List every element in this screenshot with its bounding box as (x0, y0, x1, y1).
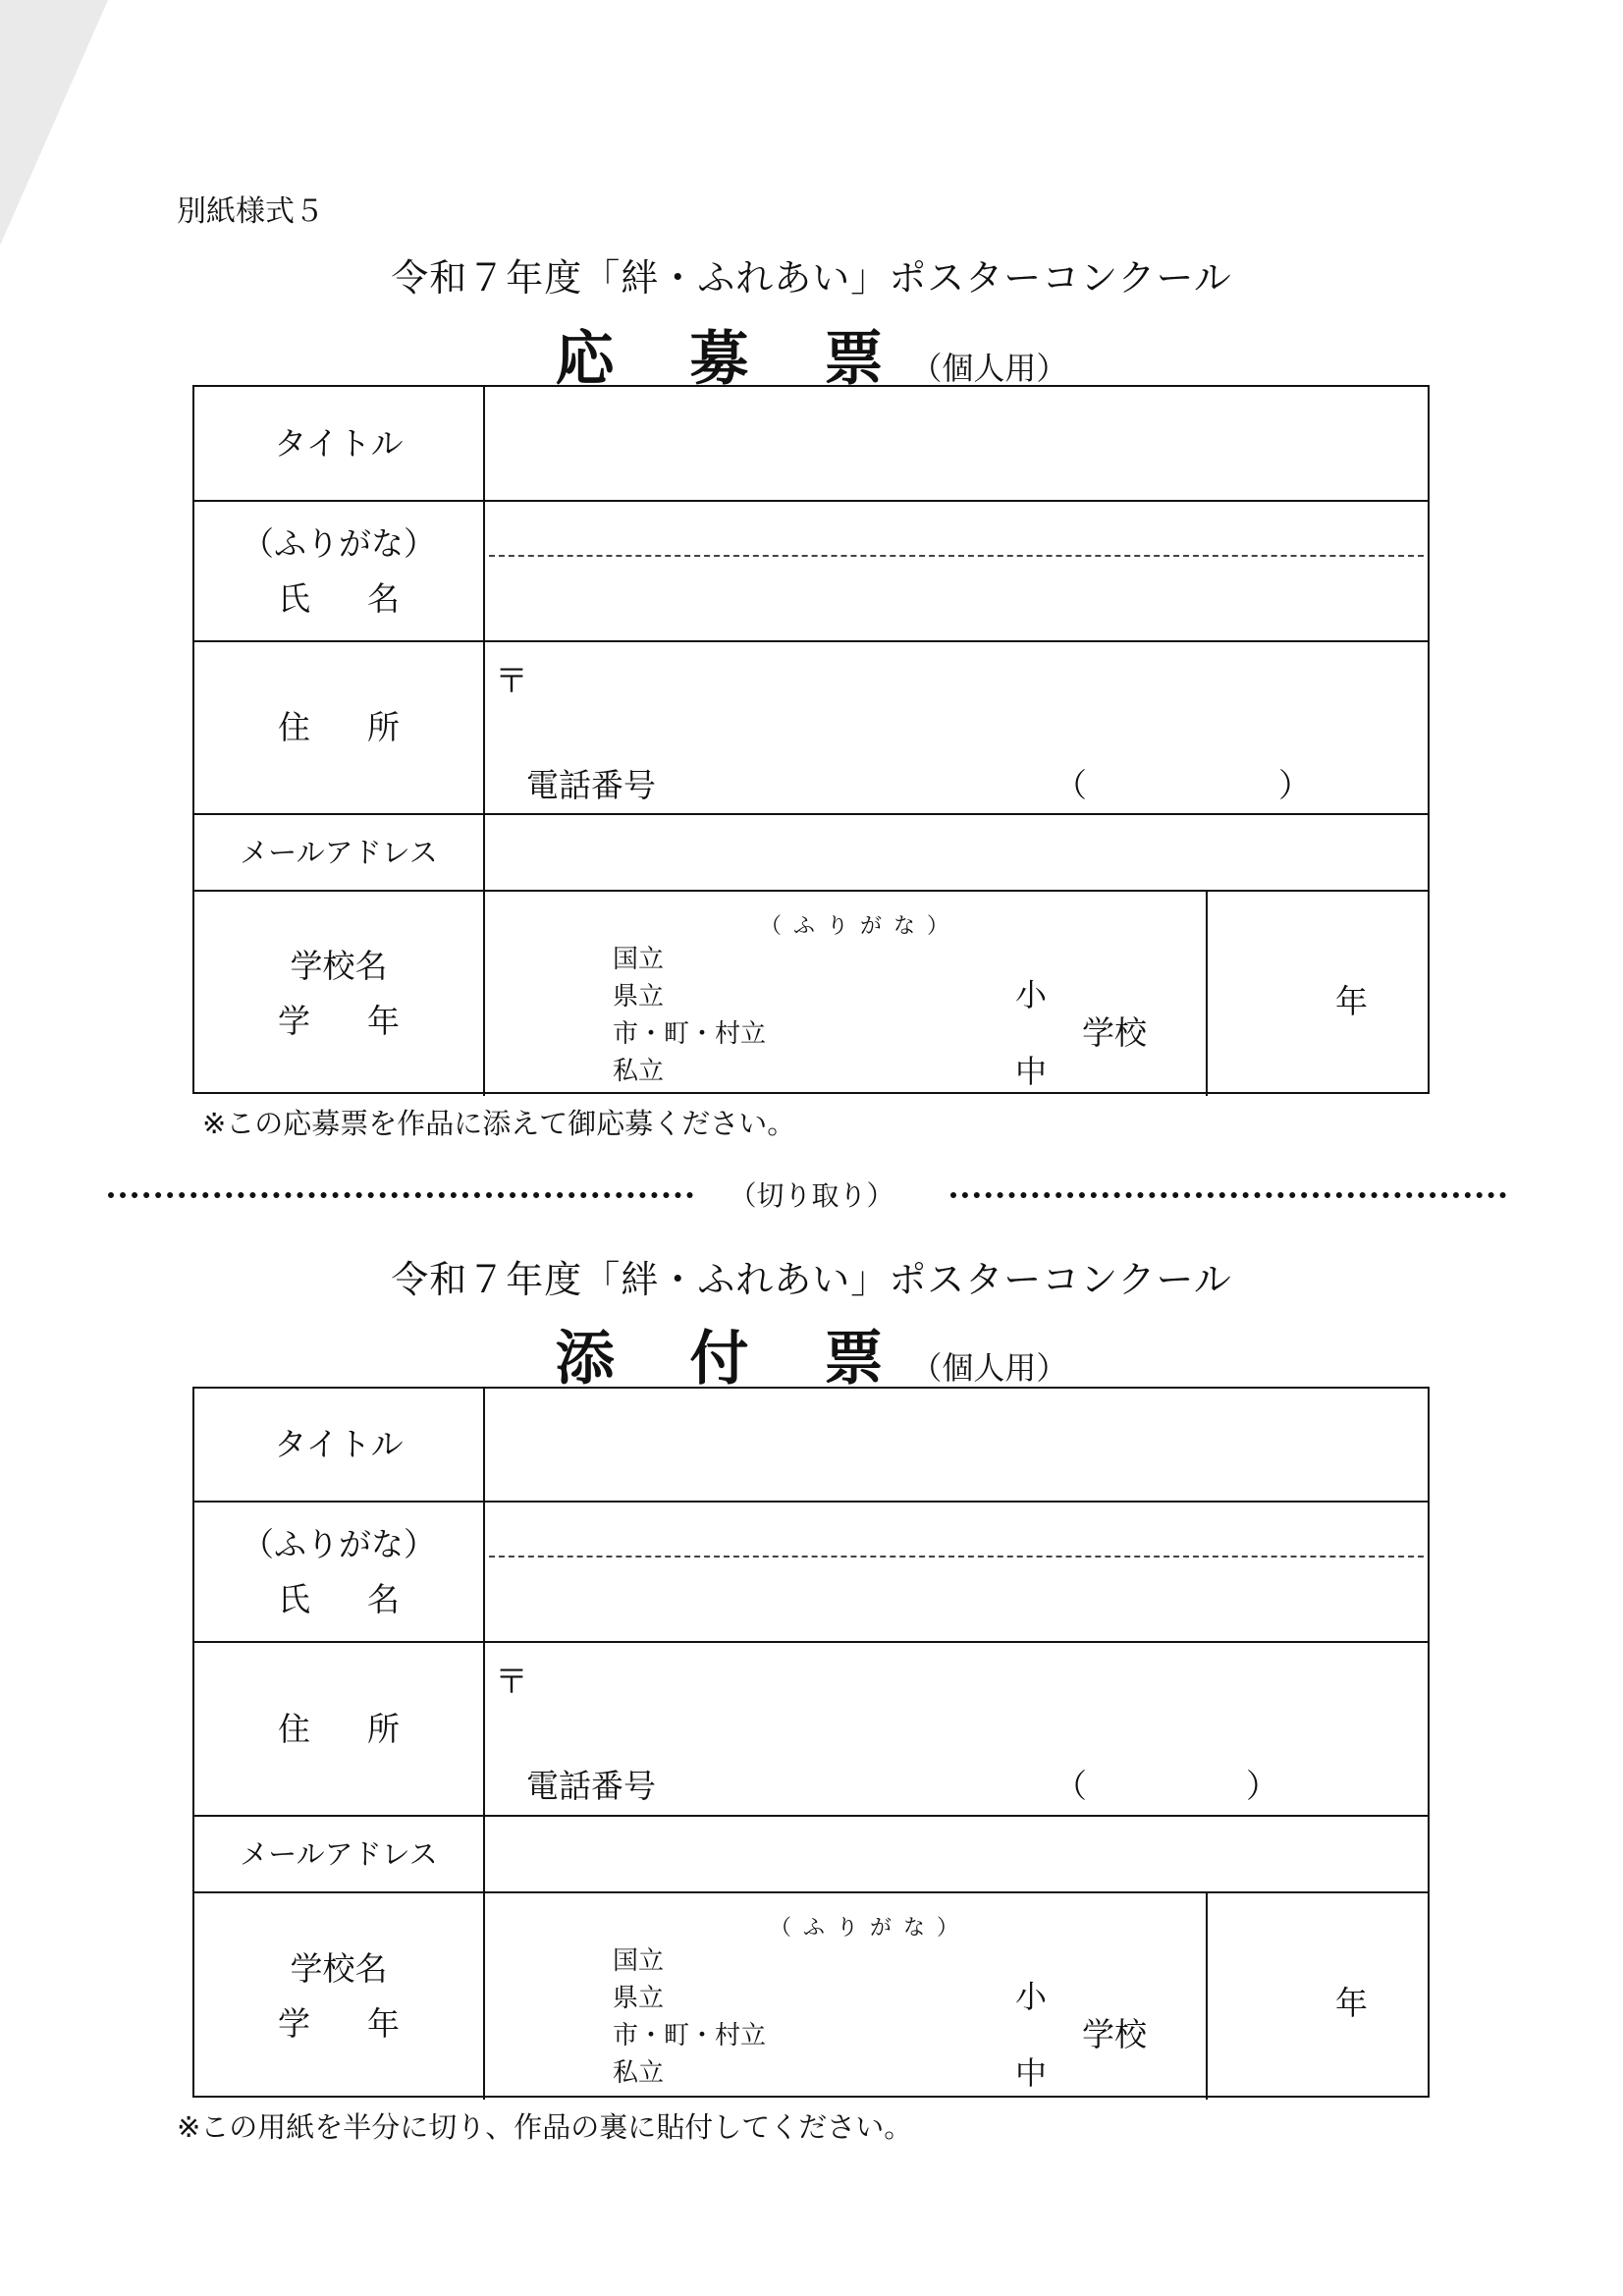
label-grade-char1: 学 (278, 1002, 310, 1040)
grade-field[interactable] (1206, 892, 1428, 1096)
grade-unit: 年 (1335, 982, 1368, 1020)
label-school (194, 892, 485, 1096)
label-school-2 (194, 1893, 485, 2100)
furigana-divider-2 (489, 1556, 1424, 1558)
school-field-2[interactable] (485, 1893, 1206, 2100)
label-email-2: メールアドレス (194, 1817, 485, 1891)
name-field[interactable] (485, 502, 1428, 640)
phone-paren-close: ） (1278, 766, 1311, 804)
address-field[interactable] (485, 642, 1428, 813)
label-name-char1: 氏 (278, 578, 310, 618)
attachment-note: ※この用紙を半分に切り、作品の裏に貼付してください。 (177, 2110, 913, 2144)
label-name (194, 502, 485, 640)
label-title-2: タイトル (194, 1389, 485, 1501)
form-title-2 (0, 1312, 1623, 1396)
phone-label: 電話番号 (526, 766, 656, 804)
school-type-list-2 (613, 1942, 766, 2092)
name-field-2[interactable] (485, 1503, 1428, 1641)
form-title-main-2: 添 付 票 (555, 1325, 911, 1394)
label-title: タイトル (194, 387, 485, 500)
label-grade-char2: 年 (367, 1002, 400, 1040)
school-type-municipal-2: 市・町・村立 (613, 2021, 767, 2050)
label-grade-char1-2: 学 (278, 2004, 310, 2043)
grade-field-2[interactable] (1206, 1893, 1428, 2100)
postal-mark: 〒 (495, 662, 528, 701)
grade-unit-2: 年 (1335, 1984, 1368, 2022)
school-word-2: 学校 (1082, 2015, 1147, 2053)
contest-title-2: 令和７年度「絆・ふれあい」ポスターコンクール (391, 1258, 1232, 1301)
school-type-list (613, 941, 766, 1090)
phone-paren-close-2: ） (1246, 1767, 1278, 1805)
row-name (194, 502, 1428, 642)
cut-line-right (950, 1192, 1506, 1198)
level-junior-high: 中 (1015, 1053, 1048, 1090)
level-junior-high-2: 中 (1015, 2054, 1048, 2092)
form-title-sub: （個人用） (910, 350, 1068, 387)
row-email (194, 815, 1428, 892)
phone-paren-open-2: （ (1055, 1767, 1087, 1805)
email-field[interactable] (485, 815, 1428, 890)
school-type-private-2: 私立 (613, 2058, 665, 2088)
school-word: 学校 (1082, 1013, 1147, 1052)
contest-title: 令和７年度「絆・ふれあい」ポスターコンクール (391, 256, 1232, 300)
label-school-name: 学校名 (290, 947, 388, 985)
school-furigana-2: （ふりがな） (770, 1916, 971, 1941)
postal-mark-2: 〒 (495, 1663, 528, 1702)
label-furigana: （ふりがな） (242, 523, 436, 563)
row-name-2 (194, 1503, 1428, 1643)
row-title (194, 387, 1428, 502)
level-elementary-2: 小 (1015, 1978, 1048, 2015)
title-field-2[interactable] (485, 1389, 1428, 1501)
row-title-2 (194, 1389, 1428, 1503)
label-name-char2: 名 (367, 578, 400, 618)
label-grade-char2-2: 年 (367, 2004, 400, 2043)
label-address-char2: 所 (367, 708, 400, 746)
email-field-2[interactable] (485, 1817, 1428, 1891)
row-address-2 (194, 1643, 1428, 1817)
label-address-char2-2: 所 (367, 1709, 400, 1748)
label-name-char2-2: 名 (367, 1579, 400, 1618)
phone-paren-open: （ (1055, 766, 1087, 804)
school-type-municipal: 市・町・村立 (613, 1019, 767, 1049)
page-corner-shadow (0, 0, 108, 246)
title-field[interactable] (485, 387, 1428, 500)
form-title-main: 応 募 票 (555, 325, 911, 394)
row-address (194, 642, 1428, 815)
entry-form-table (192, 385, 1430, 1094)
school-type-national-2: 国立 (613, 1946, 665, 1976)
row-school-2 (194, 1893, 1428, 2100)
label-address-2 (194, 1643, 485, 1815)
level-elementary: 小 (1015, 976, 1048, 1013)
row-school (194, 892, 1428, 1096)
school-furigana: （ふりがな） (760, 914, 961, 939)
label-name-2 (194, 1503, 485, 1641)
school-type-national: 国立 (613, 945, 665, 974)
label-email: メールアドレス (194, 815, 485, 890)
school-type-prefectural: 県立 (613, 982, 665, 1011)
label-school-name-2: 学校名 (290, 1949, 388, 1988)
label-furigana-2: （ふりがな） (242, 1524, 436, 1563)
row-email-2 (194, 1817, 1428, 1893)
school-type-private: 私立 (613, 1057, 665, 1086)
form-id: 別紙様式５ (177, 194, 324, 229)
school-type-prefectural-2: 県立 (613, 1984, 665, 2013)
school-field[interactable] (485, 892, 1206, 1096)
label-address-char1: 住 (278, 708, 310, 746)
label-name-char1-2: 氏 (278, 1579, 310, 1618)
label-address (194, 642, 485, 813)
label-address-char1-2: 住 (278, 1709, 310, 1748)
attachment-form-table (192, 1387, 1430, 2098)
address-field-2[interactable] (485, 1643, 1428, 1815)
cut-label: （切り取り） (729, 1179, 894, 1212)
furigana-divider (489, 555, 1424, 557)
phone-label-2: 電話番号 (526, 1767, 656, 1805)
entry-note: ※この応募票を作品に添えて御応募ください。 (202, 1107, 796, 1140)
form-title-sub-2: （個人用） (910, 1349, 1068, 1387)
